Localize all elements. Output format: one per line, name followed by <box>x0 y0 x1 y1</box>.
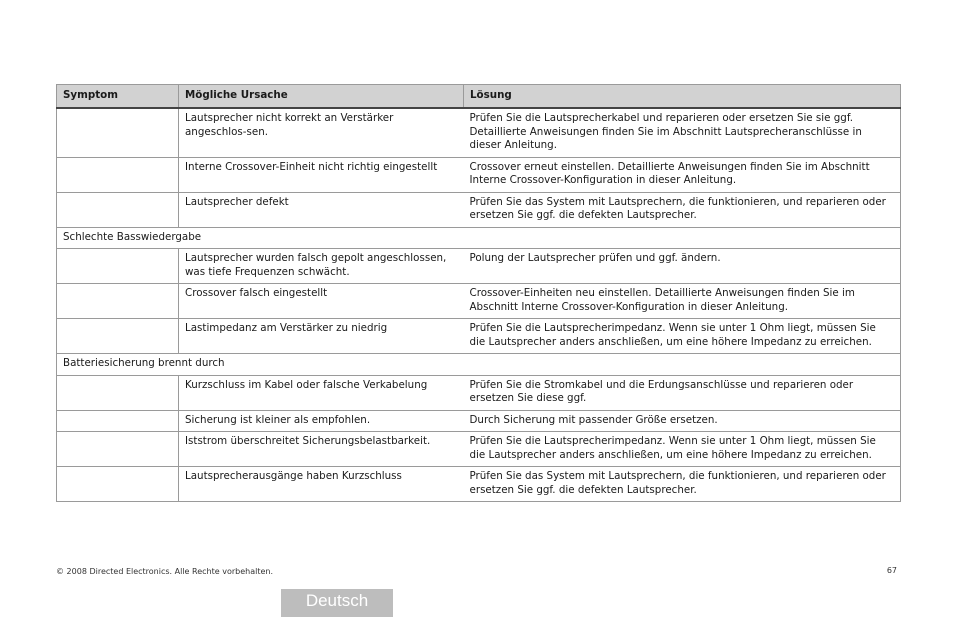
symptom-group-row <box>57 227 901 249</box>
cause-cell: Lautsprecher wurden falsch gepolt angeschlossen, was tiefe Frequenzen schwächt. <box>179 249 464 284</box>
header-solution: Lösung <box>464 85 901 109</box>
cause-cell: Lautsprecher defekt <box>179 192 464 227</box>
symptom-cell <box>57 192 179 227</box>
cause-cell: Lautsprecherausgänge haben Kurzschluss <box>179 467 464 502</box>
table-row <box>57 108 901 157</box>
solution-cell: Polung der Lautsprecher prüfen und ggf. ändern. <box>464 249 901 284</box>
symptom-cell <box>57 467 179 502</box>
symptom-cell <box>57 249 179 284</box>
cause-cell: Lastimpedanz am Verstärker zu niedrig <box>179 319 464 354</box>
symptom-cell <box>57 319 179 354</box>
table-row <box>57 319 901 354</box>
symptom-cell <box>57 108 179 157</box>
solution-cell: Prüfen Sie die Lautsprecherimpedanz. Wenn sie unter 1 Ohm liegt, müssen Sie die Lautsprecher anders anschließen, um eine höhere Impedanz zu erreichen. <box>464 319 901 354</box>
solution-cell: Prüfen Sie das System mit Lautsprechern, die funktionieren, und reparieren oder ersetzen Sie ggf. die defekten Lautsprecher. <box>464 192 901 227</box>
solution-cell: Prüfen Sie die Lautsprecherimpedanz. Wenn sie unter 1 Ohm liegt, müssen Sie die Lautsprecher anders anschließen, um eine höhere Impedanz zu erreichen. <box>464 432 901 467</box>
copyright-text: © 2008 Directed Electronics. Alle Rechte vorbehalten. <box>56 567 273 576</box>
troubleshooting-table <box>56 84 901 502</box>
table-row <box>57 192 901 227</box>
solution-cell: Durch Sicherung mit passender Größe ersetzen. <box>464 410 901 432</box>
header-cause: Mögliche Ursache <box>179 85 464 109</box>
solution-cell: Crossover-Einheiten neu einstellen. Detaillierte Anweisungen finden Sie im Abschnitt Interne Crossover-Konfiguration in dieser Anleitung. <box>464 284 901 319</box>
table-row <box>57 467 901 502</box>
cause-cell: Lautsprecher nicht korrekt an Verstärker angeschlos-sen. <box>179 108 464 157</box>
cause-cell: Crossover falsch eingestellt <box>179 284 464 319</box>
table-row <box>57 284 901 319</box>
cause-cell: Kurzschluss im Kabel oder falsche Verkabelung <box>179 375 464 410</box>
symptom-cell <box>57 432 179 467</box>
symptom-cell <box>57 284 179 319</box>
cause-cell: Iststrom überschreitet Sicherungsbelastbarkeit. <box>179 432 464 467</box>
solution-cell: Prüfen Sie das System mit Lautsprechern, die funktionieren, und reparieren oder ersetzen Sie ggf. die defekten Lautsprecher. <box>464 467 901 502</box>
symptom-cell <box>57 157 179 192</box>
solution-cell: Crossover erneut einstellen. Detaillierte Anweisungen finden Sie im Abschnitt Interne Crossover-Konfiguration in dieser Anleitung. <box>464 157 901 192</box>
symptom-cell <box>57 410 179 432</box>
table-header-row <box>57 85 901 109</box>
symptom-group-label: Schlechte Basswiedergabe <box>57 227 901 249</box>
table-row <box>57 432 901 467</box>
table-row <box>57 375 901 410</box>
table-row <box>57 249 901 284</box>
cause-cell: Sicherung ist kleiner als empfohlen. <box>179 410 464 432</box>
table-row <box>57 157 901 192</box>
solution-cell: Prüfen Sie die Lautsprecherkabel und reparieren oder ersetzen Sie sie ggf. Detaillierte Anweisungen finden Sie im Abschnitt Lautsprecheranschlüsse in dieser Anleitung. <box>464 108 901 157</box>
solution-cell: Prüfen Sie die Stromkabel und die Erdungsanschlüsse und reparieren oder ersetzen Sie diese ggf. <box>464 375 901 410</box>
symptom-cell <box>57 375 179 410</box>
language-tab: Deutsch <box>281 589 393 617</box>
symptom-group-label: Batteriesicherung brennt durch <box>57 354 901 376</box>
header-symptom: Symptom <box>57 85 179 109</box>
symptom-group-row <box>57 354 901 376</box>
table-row <box>57 410 901 432</box>
page-number: 67 <box>886 566 897 575</box>
cause-cell: Interne Crossover-Einheit nicht richtig eingestellt <box>179 157 464 192</box>
